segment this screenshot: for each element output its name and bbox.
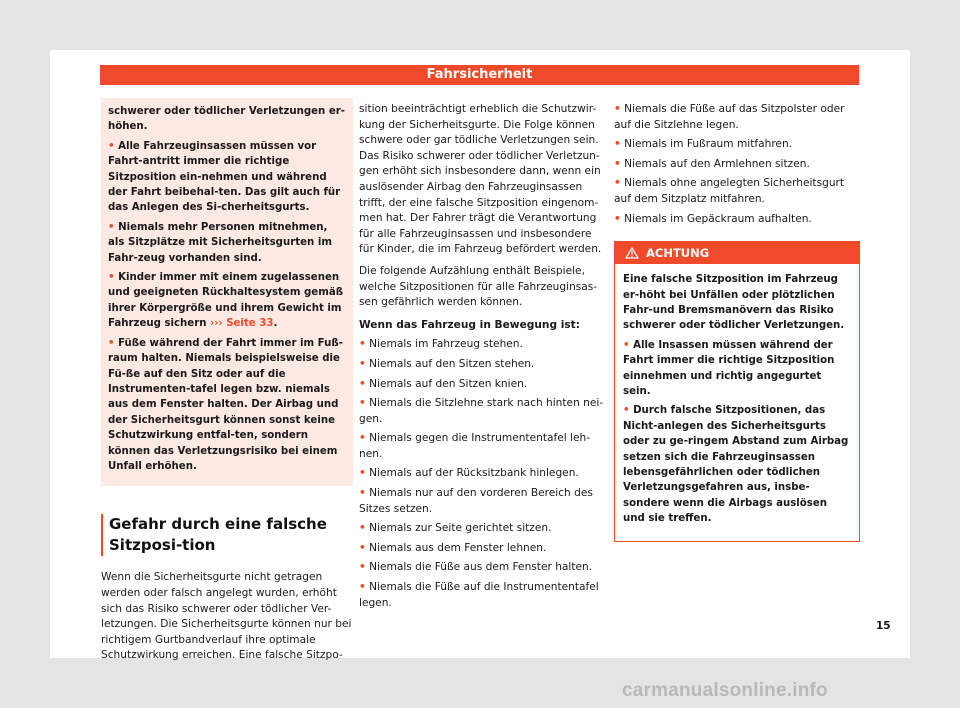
achtung-warning-box [614, 241, 860, 542]
achtung-item: • Durch falsche Sitzpositionen, das Nicht-anlegen des Sicherheitsgurts oder zu ge-ringem Abstand zum Airbag setzen sich die Fahrzeuginsassen lebensgefährlichen oder tödlichen Verletzungsgefahren aus, insbe-sondere wenn die Airbags auslösen und sie treffen. [623, 405, 849, 525]
watermark: carmanualsonline.info [622, 680, 828, 701]
page-number: 15 [876, 620, 891, 632]
list-subheading: Wenn das Fahrzeug in Bewegung ist: [359, 318, 580, 331]
list-item: • Niemals die Sitzlehne stark nach hinten nei-gen. [359, 397, 604, 425]
list-item: • Niemals zur Seite gerichtet sitzen. [359, 522, 552, 535]
bullet-icon: • [108, 221, 115, 233]
bullet-icon: • [108, 140, 115, 152]
achtung-header [615, 242, 859, 264]
column-3 [614, 102, 860, 542]
list-item: • Niemals nur auf den vorderen Bereich des Sitzes setzen. [359, 487, 593, 515]
list-item: • Niemals aus dem Fenster lehnen. [359, 541, 547, 554]
achtung-intro: Eine falsche Sitzposition im Fahrzeug er-höht bei Unfällen oder plötzlichen Fahr-und Bremsmanövern das Risiko schwerer oder tödlicher Verletzungen. [623, 274, 845, 332]
list-item: • Niemals die Füße auf das Sitzpolster oder auf die Sitzlehne legen. [614, 103, 845, 131]
warning-box-continued [101, 98, 353, 486]
list-item: • Niemals die Füße aus dem Fenster halten. [359, 561, 593, 574]
warning-item: • Niemals mehr Personen mitnehmen, als Sitzplätze mit Sicherheitsgurten im Fahr-zeug vorhanden sind. [108, 221, 332, 264]
body-paragraph: Die folgende Aufzählung enthält Beispiele, welche Sitzpositionen für alle Fahrzeuginsas-sen gefährlich werden können. [359, 264, 598, 309]
position-list [359, 337, 604, 611]
list-item: • Niemals auf den Sitzen stehen. [359, 357, 535, 370]
list-item: • Niemals auf den Sitzen knien. [359, 377, 528, 390]
column-1 [101, 98, 353, 664]
body-paragraph: Wenn die Sicherheitsgurte nicht getragen werden oder falsch angelegt wurden, erhöht sich das Risiko schwerer oder tödlicher Ver-letzungen. Die Sicherheitsgurte können nur bei richtigem Gurtbandverlauf ihre optimale Schutzwirkung erreichen. Eine falsche Sitzpo- [101, 571, 352, 662]
warning-item: • Kinder immer mit einem zugelassenen und geeigneten Rückhaltesystem gemäß ihrer Körpergröße und ihrem Gewicht im Fahrzeug sichern ››› Seite 33. [108, 272, 344, 330]
list-item: • Niemals im Fahrzeug stehen. [359, 338, 523, 351]
body-paragraph: sition beeinträchtigt erheblich die Schutzwir-kung der Sicherheitsgurte. Die Folge können schwere oder gar tödliche Verletzungen sein. Das Risiko schwerer oder tödlicher Verletzun-gen erhöht sich insbesondere dann, wenn ein auslösender Airbag den Fahrzeuginsassen trifft, der eine falsche Sitzposition eingenom-men hat. Der Fahrer trägt die Verantwortung für alle Fahrzeuginsassen und insbesondere für Kinder, die im Fahrzeug befördert werden. [359, 103, 602, 256]
list-item: • Niemals auf der Rücksitzbank hinlegen. [359, 467, 579, 480]
list-item: • Niemals die Füße auf die Instrumententafel legen. [359, 581, 599, 609]
list-item: • Niemals ohne angelegten Sicherheitsgurt auf dem Sitzplatz mitfahren. [614, 177, 845, 205]
section-title: Gefahr durch eine falsche Sitzposi-tion [101, 514, 353, 556]
achtung-item: • Alle Insassen müssen während der Fahrt immer die richtige Sitzposition einnehmen und richtig angegurtet sein. [623, 339, 835, 397]
warning-triangle-icon [625, 247, 639, 259]
page-header: Fahrsicherheit [100, 65, 859, 85]
achtung-body [615, 264, 859, 541]
list-item: • Niemals im Fußraum mitfahren. [614, 138, 793, 151]
list-item: • Niemals auf den Armlehnen sitzen. [614, 157, 810, 170]
bullet-icon: • [108, 337, 115, 349]
column-2 [359, 102, 604, 615]
warning-item: • Füße während der Fahrt immer im Fuß-raum halten. Niemals beispielsweise die Fü-ße auf den Sitz oder auf die Instrumenten-tafel legen bzw. niemals aus dem Fenster halten. Der Airbag und der Sicherheitsgurt können sonst keine Schutzwirkung entfal-ten, sondern können das Verletzungsrisiko bei einem Unfall erhöhen. [108, 337, 343, 472]
warning-text: schwerer oder tödlicher Verletzungen er-höhen. [108, 106, 345, 133]
warning-item: • Alle Fahrzeuginsassen müssen vor Fahrt-antritt immer die richtige Sitzposition ein-nehmen und während der Fahrt beibehal-ten. Das gilt auch für das Anlegen des Si-cherheitsgurts. [108, 140, 341, 214]
list-item: • Niemals gegen die Instrumententafel leh-nen. [359, 432, 591, 460]
achtung-title: ACHTUNG [646, 246, 710, 261]
bullet-icon: • [108, 272, 115, 284]
list-item: • Niemals im Gepäckraum aufhalten. [614, 212, 812, 225]
page-reference-link[interactable]: ››› Seite 33 [210, 318, 274, 330]
position-list-continued [614, 102, 860, 227]
